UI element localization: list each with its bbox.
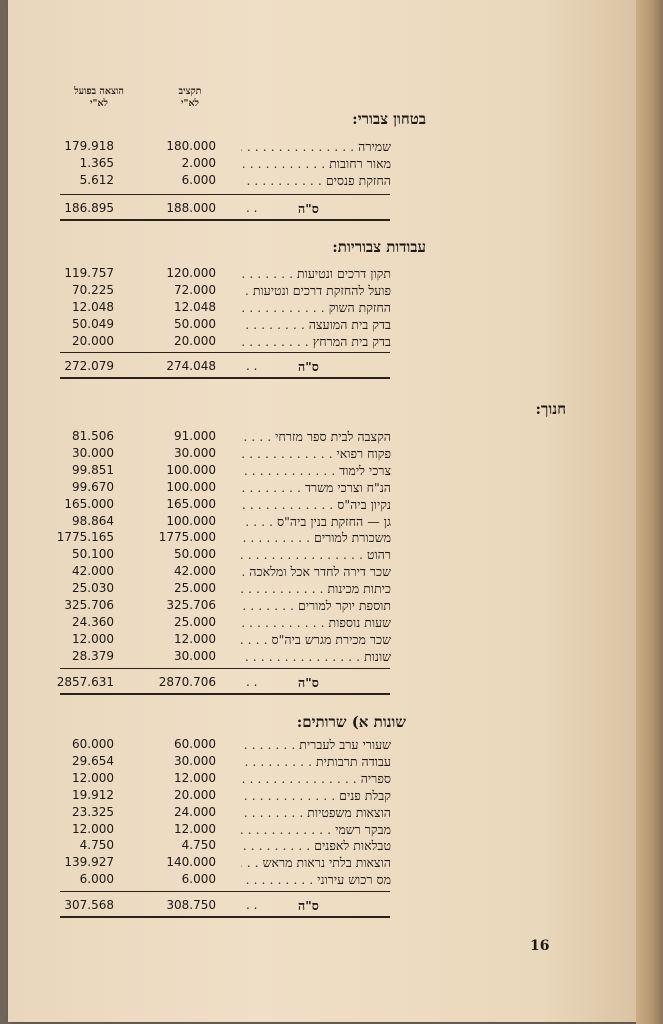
section-title: עבודות צבוריות: (332, 238, 426, 256)
row-budget-value: 4.750 (181, 838, 216, 853)
row-label: בדק בית המועצה . . . (241, 316, 391, 333)
row-actual-value: 119.757 (64, 266, 114, 280)
total-label: ס"ה (298, 898, 319, 913)
row-budget-value: 100.000 (166, 462, 216, 477)
row-actual-value: 4.750 (79, 838, 114, 853)
row-budget-value: 180.000 (166, 139, 216, 153)
row-actual-value: 139.927 (64, 855, 114, 870)
page-number: 16 (530, 938, 550, 954)
table-row (8, 299, 636, 316)
row-budget-value: 25.000 (174, 581, 216, 596)
table-row (8, 333, 636, 350)
row-budget-value: 30.000 (174, 445, 216, 460)
section-title: חנוך: (535, 400, 566, 418)
total-rule (60, 916, 390, 918)
row-label: קבלת פנים . . . (241, 787, 391, 804)
row-actual-value: 12.048 (72, 299, 114, 314)
total-actual-value: 2857.631 (56, 675, 114, 689)
header-actual-unit: לא"י (90, 98, 108, 109)
header-budget (160, 86, 220, 110)
row-label: בדק בית המרחץ . . . (241, 333, 391, 350)
row-label: שכר מכירת מגרש ביה"ס . . . (241, 631, 391, 648)
row-actual-value: 5.612 (79, 172, 114, 187)
total-rule (60, 219, 390, 221)
row-actual-value: 25.030 (72, 581, 114, 596)
row-budget-value: 140.000 (166, 855, 216, 870)
row-actual-value: 12.000 (72, 770, 114, 785)
row-label: טבלאות לאפנים . . . (241, 837, 391, 854)
subtotal-rule (60, 194, 390, 195)
table-row (8, 821, 636, 838)
total-actual-value: 272.079 (64, 359, 114, 373)
total-budget-value: 2870.706 (158, 675, 216, 689)
total-label: ס"ה (298, 359, 319, 374)
row-label: משכורת למורים . . . (241, 529, 391, 546)
header-budget-label: תקציב (178, 86, 202, 97)
table-row (8, 445, 636, 462)
row-budget-value: 60.000 (174, 737, 216, 751)
row-actual-value: 325.706 (64, 598, 114, 612)
row-budget-value: 1775.000 (158, 530, 216, 545)
header-actual (58, 86, 140, 110)
total-dots: . . (246, 675, 258, 689)
table-row (8, 513, 636, 530)
row-label: שעות נוספות . . . (241, 614, 391, 631)
row-budget-value: 165.000 (166, 496, 216, 511)
table-row (8, 563, 636, 580)
row-label: רהוט . . . (241, 546, 391, 563)
row-label: עבודה תרבותית . . . (241, 753, 391, 770)
total-budget-value: 188.000 (166, 201, 216, 215)
ledger-page (8, 0, 636, 1022)
row-actual-value: 12.000 (72, 631, 114, 646)
row-budget-value: 6.000 (181, 172, 216, 187)
row-label: הקצבה לבית ספר מזרחי . . . (241, 428, 391, 445)
row-label: נקיון ביה"ס . . . (241, 496, 391, 513)
row-actual-value: 20.000 (72, 333, 114, 348)
row-label: מס רכוש עירוני . . . (241, 871, 391, 888)
row-label: שונות . . . (241, 648, 391, 665)
table-row (8, 282, 636, 299)
page-edge (636, 0, 663, 1024)
row-budget-value: 6.000 (181, 872, 216, 887)
row-actual-value: 50.100 (72, 547, 114, 562)
table-row (8, 529, 636, 546)
total-row (8, 358, 636, 375)
table-row (8, 804, 636, 821)
row-label: ספריה . . . (241, 770, 391, 787)
table-row (8, 736, 636, 753)
table-row (8, 265, 636, 282)
total-budget-value: 308.750 (166, 898, 216, 912)
row-budget-value: 2.000 (181, 155, 216, 170)
row-budget-value: 30.000 (174, 648, 216, 663)
row-label: תוספת יוקר למורים . . . (241, 597, 391, 614)
row-label: תקון דרכים ונטיעות . . . (241, 265, 391, 282)
row-actual-value: 179.918 (64, 139, 114, 153)
row-budget-value: 12.000 (174, 821, 216, 836)
total-actual-value: 186.895 (64, 201, 114, 215)
row-budget-value: 50.000 (174, 547, 216, 562)
total-budget-value: 274.048 (166, 359, 216, 373)
row-actual-value: 12.000 (72, 821, 114, 836)
table-row (8, 316, 636, 333)
row-budget-value: 325.706 (166, 598, 216, 612)
row-label: צרכי לימוד . . . (241, 462, 391, 479)
row-actual-value: 29.654 (72, 753, 114, 768)
total-label: ס"ה (298, 201, 319, 216)
table-row (8, 155, 636, 172)
row-actual-value: 1775.165 (56, 530, 114, 545)
row-label: שמירה . . . (241, 138, 391, 155)
table-row (8, 462, 636, 479)
row-budget-value: 20.000 (174, 333, 216, 348)
row-budget-value: 25.000 (174, 614, 216, 629)
table-row (8, 753, 636, 770)
total-row (8, 897, 636, 914)
total-dots: . . (246, 201, 258, 215)
table-row (8, 597, 636, 614)
table-row (8, 546, 636, 563)
total-label: ס"ה (298, 675, 319, 690)
row-label: החזקת השוק . . . (241, 299, 391, 316)
row-label: פועל להחזקת דרכים ונטיעות . . . (241, 282, 391, 299)
row-label: שעורי ערב לעברית . . . (241, 736, 391, 753)
row-budget-value: 42.000 (174, 564, 216, 579)
total-dots: . . (246, 359, 258, 373)
table-row (8, 648, 636, 665)
row-budget-value: 30.000 (174, 753, 216, 768)
row-budget-value: 50.000 (174, 316, 216, 331)
row-actual-value: 81.506 (72, 429, 114, 443)
table-row (8, 580, 636, 597)
row-label: מאור רחובות . . . (241, 155, 391, 172)
row-label: הנ"ח וצרכי משרד . . . (241, 479, 391, 496)
subtotal-rule (60, 668, 390, 669)
subtotal-rule (60, 352, 390, 353)
total-row (8, 674, 636, 691)
table-row (8, 496, 636, 513)
row-actual-value: 165.000 (64, 496, 114, 511)
table-row (8, 172, 636, 189)
row-budget-value: 120.000 (166, 266, 216, 280)
row-actual-value: 60.000 (72, 737, 114, 751)
table-row (8, 770, 636, 787)
row-label: גן — החזקת בנין ביה"ס . . . (241, 513, 391, 530)
row-actual-value: 6.000 (79, 872, 114, 887)
table-row (8, 854, 636, 871)
row-actual-value: 30.000 (72, 445, 114, 460)
row-budget-value: 20.000 (174, 787, 216, 802)
table-row (8, 631, 636, 648)
section-title: שונות א) שרותים: (296, 713, 406, 731)
row-actual-value: 99.670 (72, 479, 114, 494)
row-budget-value: 91.000 (174, 429, 216, 443)
table-row (8, 428, 636, 445)
section-title: בטחון צבורי: (352, 110, 426, 128)
row-actual-value: 23.325 (72, 804, 114, 819)
row-actual-value: 70.225 (72, 282, 114, 297)
table-row (8, 871, 636, 888)
row-actual-value: 50.049 (72, 316, 114, 331)
row-label: החזקת פנסים . . . (241, 172, 391, 189)
row-budget-value: 100.000 (166, 513, 216, 528)
row-budget-value: 12.048 (174, 299, 216, 314)
row-label: הוצאות בלתי נראות מראש . . . (241, 854, 391, 871)
row-label: שכר דירה לחדר אכל ומלאכה . . . (241, 563, 391, 580)
table-row (8, 479, 636, 496)
row-actual-value: 99.851 (72, 462, 114, 477)
row-label: כיתות מכינות . . . (241, 580, 391, 597)
total-row (8, 200, 636, 217)
header-actual-label: הוצאה בפועל (74, 86, 124, 97)
total-rule (60, 693, 390, 695)
row-budget-value: 12.000 (174, 770, 216, 785)
row-actual-value: 28.379 (72, 648, 114, 663)
row-actual-value: 98.864 (72, 513, 114, 528)
row-label: פקוח רפואי . . . (241, 445, 391, 462)
row-budget-value: 100.000 (166, 479, 216, 494)
subtotal-rule (60, 891, 390, 892)
row-actual-value: 19.912 (72, 787, 114, 802)
total-rule (60, 377, 390, 379)
row-budget-value: 12.000 (174, 631, 216, 646)
row-budget-value: 72.000 (174, 282, 216, 297)
total-dots: . . (246, 898, 258, 912)
row-label: הוצאות משפטיות . . . (241, 804, 391, 821)
total-actual-value: 307.568 (64, 898, 114, 912)
table-row (8, 837, 636, 854)
row-actual-value: 1.365 (79, 155, 114, 170)
table-row (8, 138, 636, 155)
row-actual-value: 42.000 (72, 564, 114, 579)
row-budget-value: 24.000 (174, 804, 216, 819)
table-row (8, 787, 636, 804)
row-label: מבקר רשמי . . . (241, 821, 391, 838)
row-actual-value: 24.360 (72, 614, 114, 629)
table-row (8, 614, 636, 631)
header-budget-unit: לא"י (181, 98, 199, 109)
